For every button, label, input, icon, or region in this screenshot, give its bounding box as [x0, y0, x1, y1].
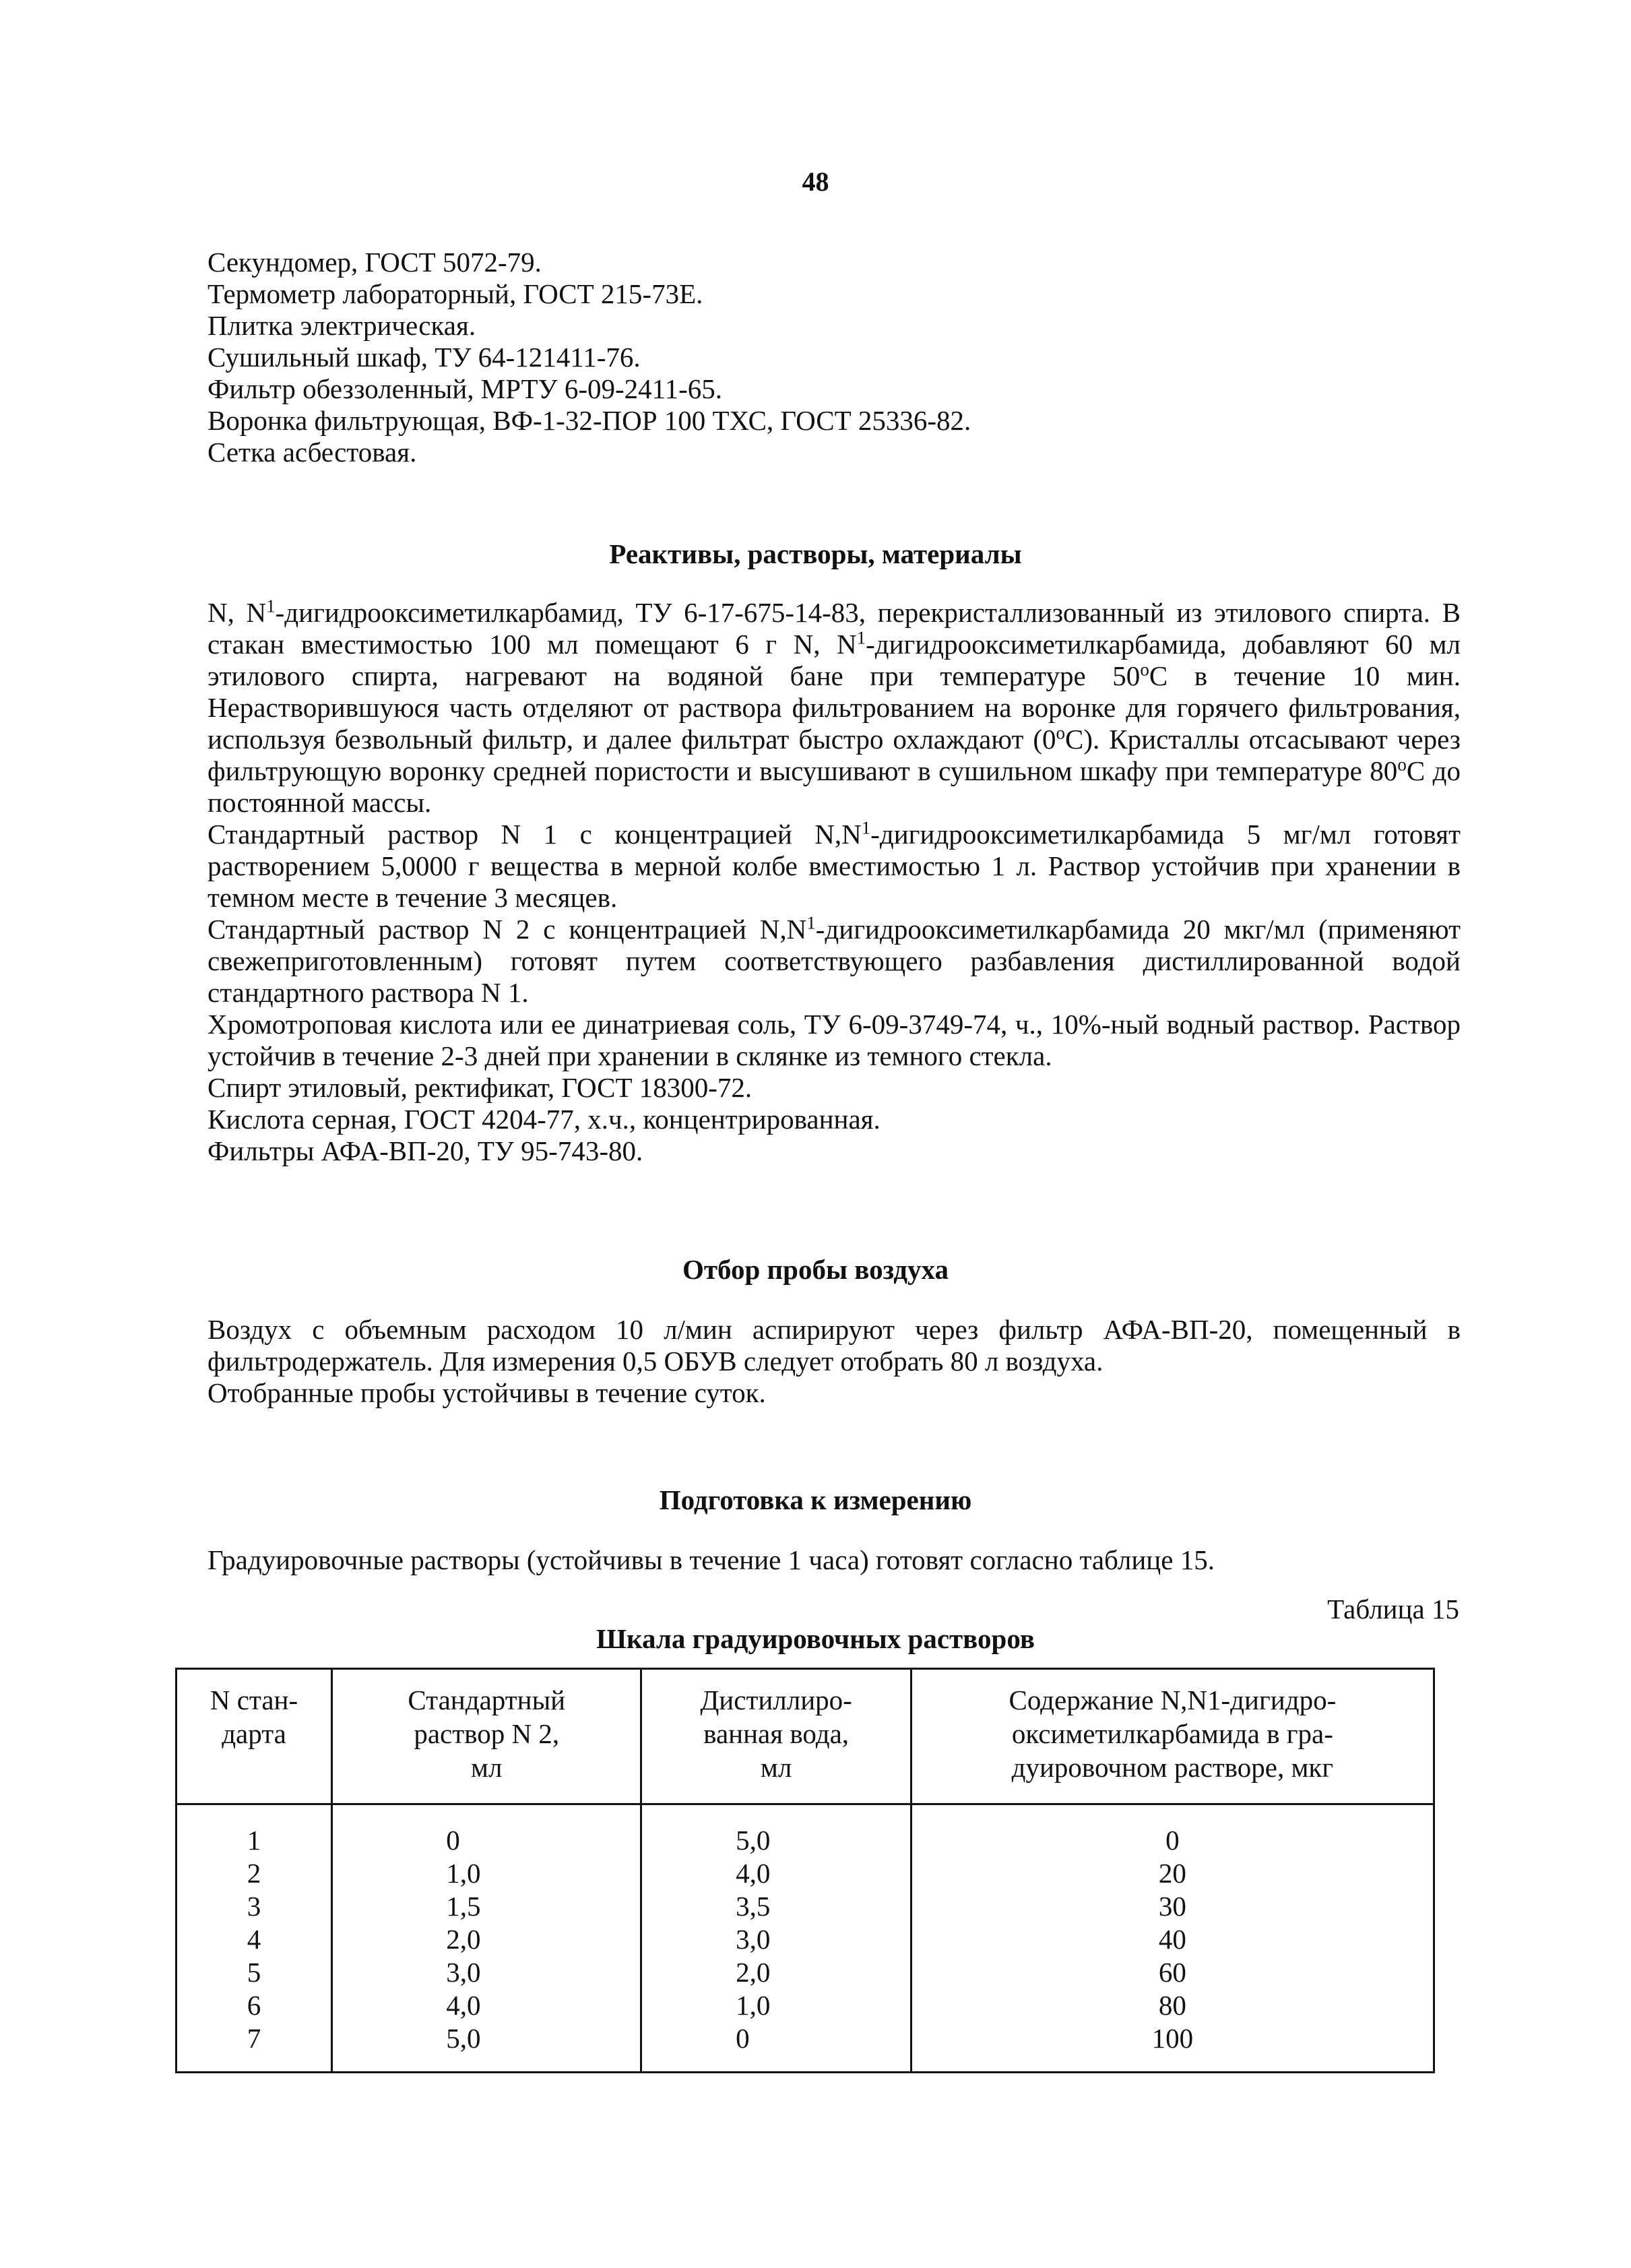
table-cell: 0 [641, 2022, 911, 2073]
preparation-paragraph: Градуировочные растворы (устойчивы в течение 1 часа) готовят согласно таблице 15. [207, 1544, 1215, 1575]
filters-line: Фильтры АФА-ВП-20, ТУ 95-743-80. [207, 1135, 643, 1166]
table-cell: 1 [177, 1804, 332, 1858]
table-cell: 4 [177, 1923, 332, 1956]
table-cell: 40 [911, 1923, 1434, 1956]
table-row [177, 1804, 1434, 1858]
table-cell: 3,5 [641, 1890, 911, 1923]
page-number: 48 [802, 166, 829, 197]
reagent-paragraph: N, $N^1$-дигидрооксиметилкарбамид, ТУ 6-17-675-14-83, перекристаллизованный из этилового спирта. В стакан вместимостью 100 мл помещают 6 г N, $N^1$-дигидрооксиметилкарбамида, добавляют 60 мл этилового спирта, нагревают на водяной бане при температуре $50^оС$ в течение 10 мин. Нерастворившуюся часть отделяют от раствора фильтрованием на воронке для горячего фильтрования, используя безвольный фильтр, и далее фильтрат быстро охлаждают $(0^оС)$. Кристаллы отсасывают через фильтрующую воронку средней пористости и высушивают в сушильном шкафу при температуре $80^оС$ до постоянной массы. [207, 596, 1461, 818]
column-header: N стан- дарта [177, 1669, 332, 1804]
preparation-section [207, 1544, 1461, 1576]
table-cell: 7 [177, 2022, 332, 2073]
ethanol-line: Спирт этиловый, ректификат, ГОСТ 18300-72. [207, 1072, 753, 1103]
sampling-stability-line: Отобранные пробы устойчивы в течение суток. [207, 1377, 766, 1408]
reagents-section [207, 597, 1461, 1167]
table-cell: 0 [332, 1804, 641, 1858]
table-cell: 1,0 [332, 1857, 641, 1890]
standard-solution-1-paragraph: Стандартный раствор N 1 с концентрацией $N,N^1$-дигидрооксиметилкарбамида 5 мг/мл готовят растворением 5,0000 г вещества в мерной колбе вместимостью 1 л. Раствор устойчив при хранении в темном месте в течение 3 месяцев. [207, 817, 1461, 913]
equipment-item: Сетка асбестовая. [207, 437, 417, 468]
preparation-heading: Подготовка к измерению [659, 1484, 972, 1515]
column-header: Содержание N,N1-дигидро- оксиметилкарбамида в гра- дуировочном растворе, мкг [911, 1669, 1434, 1804]
table-cell: 100 [911, 2022, 1434, 2073]
table-row [177, 1857, 1434, 1890]
table-cell: 2,0 [332, 1923, 641, 1956]
table-cell: 60 [911, 1956, 1434, 1989]
table-cell: 1,5 [332, 1890, 641, 1923]
sulfuric-acid-line: Кислота серная, ГОСТ 4204-77, х.ч., концентрированная. [207, 1104, 881, 1135]
equipment-item: Плитка электрическая. [207, 310, 476, 341]
reagents-heading: Реактивы, растворы, материалы [609, 538, 1022, 569]
table-cell: 2,0 [641, 1956, 911, 1989]
table-cell: 3 [177, 1890, 332, 1923]
standard-solution-2-paragraph: Стандартный раствор N 2 с концентрацией $N,N^1$-дигидрооксиметилкарбамида 20 мкг/мл (применяют свежеприготовленным) готовят путем соответствующего разбавления дистиллированной водой стандартного раствора N 1. [207, 912, 1461, 1008]
table-row [177, 1956, 1434, 1989]
table-title: Шкала градуировочных растворов [596, 1623, 1035, 1654]
table-cell: 3,0 [641, 1923, 911, 1956]
equipment-item: Фильтр обеззоленный, МРТУ 6-09-2411-65. [207, 373, 723, 404]
table-cell: 5,0 [641, 1804, 911, 1858]
table-header-row [177, 1669, 1434, 1804]
table-cell: 80 [911, 1989, 1434, 2022]
table-cell: 3,0 [332, 1956, 641, 1989]
equipment-item: Сушильный шкаф, ТУ 64-121411-76. [207, 342, 641, 373]
table-cell: 0 [911, 1804, 1434, 1858]
table-row [177, 1923, 1434, 1956]
table-cell: 2 [177, 1857, 332, 1890]
table-cell: 20 [911, 1857, 1434, 1890]
table-cell: 5,0 [332, 2022, 641, 2073]
table-cell: 6 [177, 1989, 332, 2022]
equipment-item: Секундомер, ГОСТ 5072-79. [207, 247, 542, 278]
table-cell: 4,0 [641, 1857, 911, 1890]
table-cell: 1,0 [641, 1989, 911, 2022]
equipment-item: Воронка фильтрующая, ВФ-1-32-ПОР 100 ТХС, ГОСТ 25336-82. [207, 405, 971, 436]
sampling-heading: Отбор пробы воздуха [682, 1254, 949, 1285]
table-label: Таблица 15 [1327, 1594, 1459, 1625]
table-cell: 5 [177, 1956, 332, 1989]
table-row [177, 2022, 1434, 2073]
column-header: Стандартный раствор N 2, мл [332, 1669, 641, 1804]
sampling-section [207, 1314, 1461, 1409]
sampling-paragraph: Воздух с объемным расходом 10 л/мин аспирируют через фильтр АФА-ВП-20, помещенный в фильтродержатель. Для измерения 0,5 ОБУВ следует отобрать 80 л воздуха. [207, 1314, 1461, 1377]
table-cell: 30 [911, 1890, 1434, 1923]
column-header: Дистиллиро- ванная вода, мл [641, 1669, 911, 1804]
table-row [177, 1989, 1434, 2022]
table-cell: 4,0 [332, 1989, 641, 2022]
calibration-table [175, 1668, 1435, 2073]
equipment-list [207, 247, 971, 468]
table-row [177, 1890, 1434, 1923]
chromotropic-acid-paragraph: Хромотроповая кислота или ее динатриевая соль, ТУ 6-09-3749-74, ч., 10%-ный водный раствор. Раствор устойчив в течение 2-3 дней при хранении в склянке из темного стекла. [207, 1009, 1461, 1071]
equipment-item: Термометр лабораторный, ГОСТ 215-73Е. [207, 278, 703, 309]
